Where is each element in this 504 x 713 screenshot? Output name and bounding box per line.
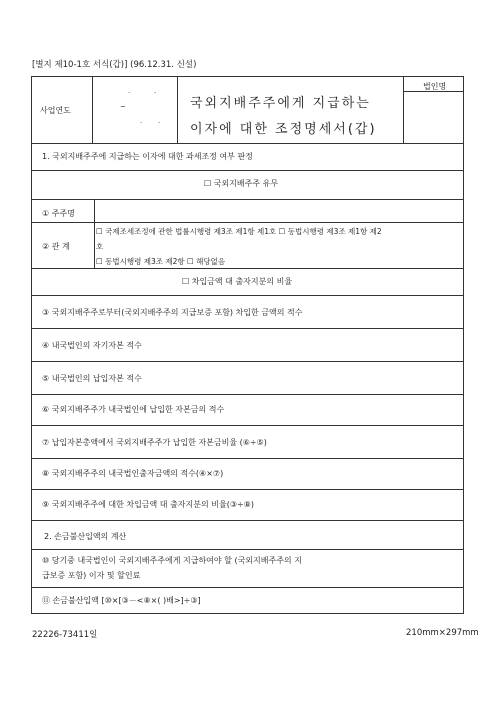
- divider: [32, 268, 464, 269]
- presence-checkbox-label: ☐ 국외지배주주 유무: [204, 179, 279, 188]
- divider: [32, 458, 464, 459]
- fiscal-year-label: 사업연도: [40, 106, 71, 115]
- relation-label: ② 관 계: [42, 242, 70, 251]
- divider: [32, 222, 464, 223]
- item-3: ③ 국외지배주주로부터(국외지배주주의 지급보증 포함) 차입한 금액의 적수: [42, 308, 303, 317]
- divider: [32, 520, 464, 521]
- ratio-checkbox-label: ☐ 차입금액 대 출자지분의 비율: [182, 277, 293, 286]
- section1-heading: 1. 국외지배주주에 지급하는 이자에 대한 과세조정 여부 판정: [42, 152, 253, 161]
- footer-paper-size: 210mm×297mm: [406, 628, 479, 638]
- form-reference: [별지 제10-1호 서식(갑)] (96.12.31. 신설): [32, 60, 197, 70]
- relation-option-line1-cont: 호: [96, 242, 104, 251]
- form-table: [31, 76, 464, 614]
- form-title-line1: 국외지배주주에게 지급하는: [190, 96, 371, 111]
- item-10-line2: 급보증 포함) 이자 및 할인료: [42, 571, 141, 580]
- date-mark: ·: [128, 89, 131, 97]
- divider: [32, 170, 464, 171]
- form-title-line2: 이자에 대한 조정명세서(갑): [190, 122, 377, 137]
- divider: [32, 425, 464, 426]
- relation-option-line1: ☐ 국제조세조정에 관한 법률시행령 제3조 제1항 제1호 ☐ 동법시행령 제3조 제1항 제2: [96, 227, 382, 236]
- date-mark: ·: [158, 119, 161, 127]
- divider: [32, 295, 464, 296]
- section2-heading: 2. 손금불산입액의 계산: [44, 532, 127, 541]
- footer-form-number: 22226-73411일: [32, 630, 98, 640]
- item-10-line1: ⑩ 당기중 내국법인이 국외지배주주에게 지급하여야 할 (국외지배주주의 지: [42, 556, 302, 565]
- divider: [32, 489, 464, 490]
- divider: [32, 549, 464, 550]
- divider: [32, 587, 464, 588]
- divider: [403, 77, 404, 143]
- relation-option-line2: ☐ 동법시행령 제3조 제2항 ☐ 해당없음: [96, 257, 226, 266]
- divider: [32, 328, 464, 329]
- divider: [177, 77, 178, 143]
- item-5: ⑤ 내국법인의 납입자본 적수: [42, 374, 142, 383]
- divider: [32, 394, 464, 395]
- divider: [32, 199, 464, 200]
- corp-name-label: 법인명: [423, 82, 447, 91]
- date-mark: ·: [140, 119, 143, 127]
- item-4: ④ 내국법인의 자기자본 적수: [42, 341, 142, 350]
- shareholder-name-label: ① 주주명: [42, 209, 75, 218]
- date-mark: ·: [154, 89, 157, 97]
- item-11: ⑪ 손금불산입액 [⑩×[③－<⑧×( )배>]÷③]: [42, 596, 201, 605]
- date-mark: ~: [120, 103, 126, 111]
- divider: [92, 77, 93, 143]
- divider: [32, 361, 464, 362]
- item-9: ⑨ 국외지배주주에 대한 차입금액 대 출자지분의 비율(③÷⑧): [42, 500, 255, 509]
- divider: [94, 199, 95, 268]
- item-7: ⑦ 납입자본총액에서 국외지배주주가 납입한 자본금비율 (⑥÷⑤): [42, 438, 267, 447]
- item-6: ⑥ 국외지배주주가 내국법인에 납입한 자본금의 적수: [42, 405, 225, 414]
- item-8: ⑧ 국외지배주주의 내국법인출자금액의 적수(④×⑦): [42, 469, 224, 478]
- divider: [32, 143, 464, 144]
